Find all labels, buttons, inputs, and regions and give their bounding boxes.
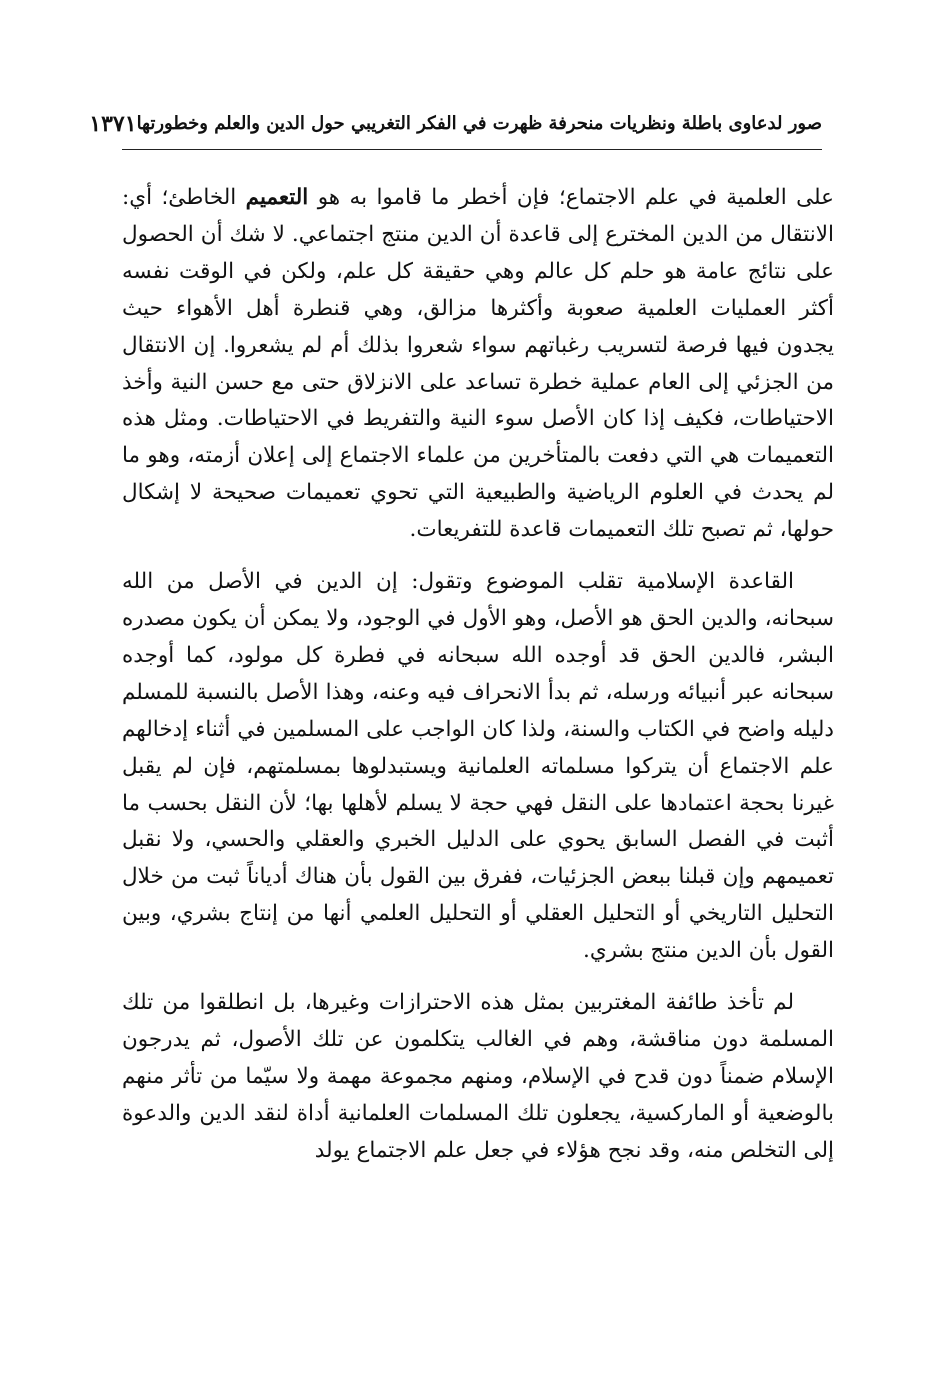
paragraph-3: لم تأخذ طائفة المغتربين بمثل هذه الاحترازات وغيرها، بل انطلقوا من تلك المسلمة دون مناقشة، وهم في الغالب يتكلمون عن تلك الأصول، ثم يدرجون الإسلام ضمناً دون قدح في الإسلام، ومنهم مجموعة مهمة ولا سيّما من تأثر منهم بالوضعية أو الماركسية، يجعلون تلك المسلمات العلمانية أداة لنقد الدين والدعوة إلى التخلص منه، وقد نجح هؤلاء في جعل علم الاجتماع يولد	[122, 990, 834, 1163]
bold-term-generalization: التعميم	[245, 185, 309, 210]
page-header	[89, 104, 822, 150]
page-body	[122, 180, 834, 1185]
paragraph-2: القاعدة الإسلامية تقلب الموضوع وتقول: إن الدين في الأصل من الله سبحانه، والدين الحق هو الأصل، وهو الأول في الوجود، ولا يمكن أن يكون مصدره البشر، فالدين الحق قد أوجده الله سبحانه في فطرة كل مولود، كما أوجده سبحانه عبر أنبيائه ورسله، ثم بدأ الانحراف فيه وعنه، وهذا الأصل بالنسبة للمسلم دليله واضح في الكتاب والسنة، ولذا كان الواجب على المسلمين في أثناء إدخالهم علم الاجتماع أن يتركوا مسلماته العلمانية ويستبدلوها بمسلمتهم، فإن لم يقبل غيرنا بحجة اعتمادها على النقل فهي حجة لا يسلم لأهلها بها؛ لأن النقل بحسب ما أثبت في الفصل السابق يحوي على الدليل الخبري والعقلي والحسي، ولا نقبل تعميمهم وإن قبلنا ببعض الجزئيات، ففرق بين القول بأن هناك أدياناً ثبت من خلال التحليل التاريخي أو التحليل العقلي أو التحليل العلمي أنها من إنتاج بشري، وبين القول بأن الدين منتج بشري.	[122, 569, 834, 964]
paragraph-1-text-end: الخاطئ؛ أي: الانتقال من الدين المخترع إلى قاعدة أن الدين منتج اجتماعي. لا شك أن الحصول على نتائج عامة هو حلم كل عالم وهي حقيقة كل علم، ولكن في الوقت نفسه أكثر العمليات العلمية صعوبة وأكثرها مزالق، وهي قنطرة أهل الأهواء حيث يجدون فيها فرصة لتسريب رغباتهم سواء شعروا بذلك أم لم يشعروا. إن الانتقال من الجزئي إلى العام عملية خطرة تساعد على الانزلاق حتى مع حسن النية وأخذ الاحتياطات، فكيف إذا كان الأصل سوء النية والتفريط في الاحتياطات. ومثل هذه التعميمات هي التي دفعت بالمتأخرين من علماء الاجتماع إلى إعلان أزمته، وهو ما لم يحدث في العلوم الرياضية والطبيعية التي تحوي تعميمات صحيحة لا إشكال حولها، ثم تصبح تلك التعميمات قاعدة للتفريعات.	[122, 185, 834, 543]
paragraph-1	[122, 180, 834, 549]
running-title: صور لدعاوى باطلة ونظريات منحرفة ظهرت في الفكر التغريبي حول الدين والعلم وخطورتها	[136, 113, 822, 134]
paragraph-1-text-start: على العلمية في علم الاجتماع؛ فإن أخطر ما قاموا به هو	[308, 185, 834, 210]
page-number: ١٣٧١	[89, 110, 137, 137]
